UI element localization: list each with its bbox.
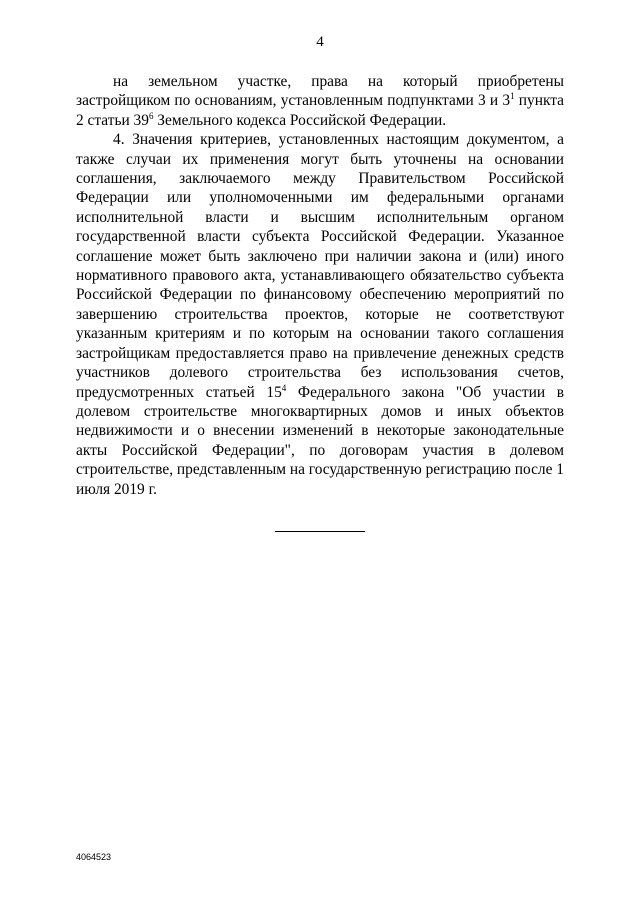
paragraph-item-4 bbox=[76, 130, 564, 499]
paragraph-2-text-b: Федерального закона "Об участии в долевом строительстве многоквартирных домов и иных объектов недвижимости и о внесении изменений в некоторые законодательные акты Российской Федерации", по договорам участия в долевом строительстве, представленным на государственную регистрацию после 1 июля 2019 г. bbox=[76, 383, 564, 498]
paragraph-1-superscript-b: 6 bbox=[148, 110, 154, 121]
paragraph-2-superscript-a: 4 bbox=[281, 382, 287, 393]
paragraph-1-superscript-a: 1 bbox=[510, 91, 515, 102]
paragraph-2-text-a: 4. Значения критериев, установленных настоящим документом, а также случаи их применения могут быть уточнены на основании соглашения, заключаемого между Правительством Российской Федерации или уполномоченными им федеральными органами исполнительной власти и высшим исполнительным органом государственной власти субъекта Российской Федерации. Указанное соглашение может быть заключено при наличии закона и (или) иного нормативного правового акта, устанавливающего обязательство субъекта Российской Федерации по финансовому обеспечению мероприятий по завершению строительства проектов, которые не соответствуют указанным критериям и по которым на основании такого соглашения застройщикам предоставляется право на привлечение денежных средств участников долевого строительства без использования счетов, предусмотренных статьей 15 bbox=[76, 131, 564, 401]
paragraph-1-text-c: Земельного кодекса Российской Федерации. bbox=[153, 111, 447, 129]
document-body bbox=[76, 72, 564, 499]
paragraph-1-text-a: на земельном участке, права на который приобретены застройщиком по основаниям, установленным подпунктами 3 и 3 bbox=[76, 73, 564, 110]
paragraph-continuation bbox=[76, 72, 564, 130]
end-divider bbox=[275, 531, 365, 532]
document-code: 4064523 bbox=[76, 852, 112, 862]
paragraph-1-text-b: пункта 2 статьи 39 bbox=[76, 92, 564, 129]
page-number: 4 bbox=[316, 34, 324, 50]
